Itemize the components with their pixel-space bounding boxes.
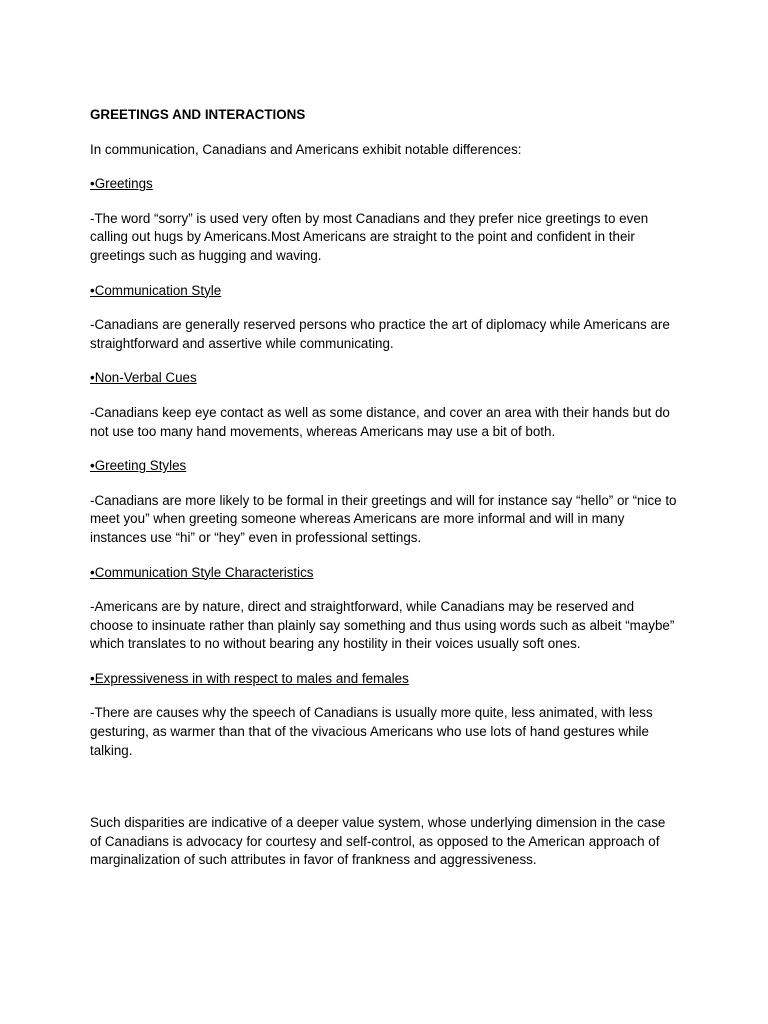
- section-heading-communication-style-characteristics: •Communication Style Characteristics: [90, 564, 314, 580]
- section-heading-communication-style: •Communication Style: [90, 282, 222, 298]
- section-body-communication-style: -Canadians are generally reserved persons who practice the art of diplomacy while Americans are straightforward and assertive while communicating.: [90, 317, 670, 351]
- section-body-communication-style-characteristics: -Americans are by nature, direct and straightforward, while Canadians may be reserved and choose to insinuate rather than plainly say something and thus using words such as albeit “maybe” which translates to no without bearing any hostility in their voices usually soft ones.: [90, 599, 675, 652]
- section-heading-greetings: •Greetings: [90, 176, 153, 192]
- section-heading-greeting-styles: •Greeting Styles: [90, 458, 187, 474]
- document-page: [90, 106, 680, 886]
- section-body-expressiveness: -There are causes why the speech of Canadians is usually more quite, less animated, with less gesturing, as warmer than that of the vivacious Americans who use lots of hand gestures while talking.: [90, 705, 653, 758]
- section-heading-expressiveness: •Expressiveness in with respect to males and females: [90, 670, 409, 686]
- section-body-greetings: -The word “sorry” is used very often by most Canadians and they prefer nice greetings to even calling out hugs by Americans.Most Americans are straight to the point and confident in their greetings such as hugging and waving.: [90, 210, 649, 263]
- conclusion-paragraph: Such disparities are indicative of a deeper value system, whose underlying dimension in the case of Canadians is advocacy for courtesy and self-control, as opposed to the American approach of marginalization of such attributes in favor of frankness and aggressiveness.: [90, 815, 666, 868]
- section-body-non-verbal-cues: -Canadians keep eye contact as well as some distance, and cover an area with their hands but do not use too many hand movements, whereas Americans may use a bit of both.: [90, 404, 670, 439]
- spacer: [90, 776, 680, 814]
- section-body-greeting-styles: -Canadians are more likely to be formal in their greetings and will for instance say “hello” or “nice to meet you” when greeting someone whereas Americans are more informal and will in many instances use “hi” or “hey” even in professional settings.: [90, 492, 677, 545]
- intro-paragraph: In communication, Canadians and Americans exhibit notable differences:: [90, 141, 522, 157]
- section-heading-non-verbal-cues: •Non-Verbal Cues: [90, 370, 197, 386]
- document-title: GREETINGS AND INTERACTIONS: [90, 107, 306, 122]
